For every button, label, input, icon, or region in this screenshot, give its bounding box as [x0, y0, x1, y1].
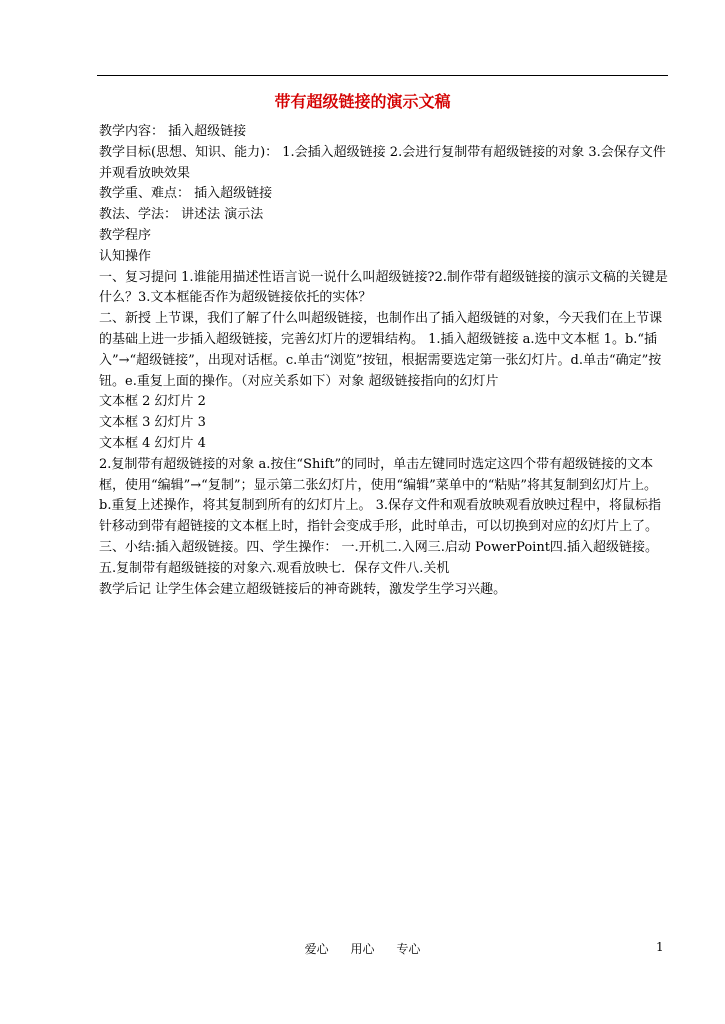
paragraph-cognitive-heading: 认知操作 — [99, 248, 152, 264]
paragraph-teaching-content: 教学内容： 插入超级链接 — [99, 124, 247, 139]
paragraph-reflection: 教学后记 让学生体会建立超级链接后的神奇跳转，激发学生学习兴趣。 — [99, 581, 507, 597]
paragraph-methods: 教法、学法： 讲述法 演示法 — [99, 207, 264, 223]
paragraph-review: 一、复习提问 1.谁能用描述性语言说一说什么叫超级链接?2.制作带有超级链接的演示文稿的关键是什么？3.文本框能否作为超级链接依托的实体？ — [99, 269, 668, 306]
footer-slogan-item: 专心 — [396, 942, 421, 956]
paragraph-new-lesson: 二、新授 上节课，我们了解了什么叫超级链接，也制作出了插入超级链的对象，今天我们在上节课的基础上进一步插入超级链接，完善幻灯片的逻辑结构。 1.插入超级链接 a.选中文本框 1。b.“插入”→“超级链接”，出现对话框。c.单击“浏览”按钮，根据需要选定第一张幻灯片。d.单击“确定”按钮。e.重复上面的操作。（对应关系如下）对象 超级链接指向的幻灯片 — [99, 311, 663, 389]
footer-slogan-item: 爱心 — [304, 942, 329, 956]
paragraph-procedure-heading: 教学程序 — [99, 227, 152, 243]
paragraph-key-points: 教学重、难点： 插入超级链接 — [99, 186, 273, 202]
document-body — [99, 122, 669, 600]
header-rule — [97, 75, 668, 76]
page-number: 1 — [656, 940, 664, 954]
paragraph-teaching-goals: 教学目标(思想、知识、能力)： 1.会插入超级链接 2.会进行复制带有超级链接的对象 3.会保存文件并观看放映效果 — [99, 144, 666, 181]
mapping-row-4: 文本框 4 幻灯片 4 — [99, 435, 206, 451]
footer-slogan-item: 用心 — [350, 942, 375, 956]
mapping-row-3: 文本框 3 幻灯片 3 — [99, 415, 206, 431]
paragraph-copy-objects: 2.复制带有超级链接的对象 a.按住“Shift”的同时，单击左键同时选定这四个带有超级链接的文本框，使用“编辑”→“复制”；显示第二张幻灯片，使用“编辑”菜单中的“粘贴”将其复制到幻灯片上。b.重复上述操作，将其复制到所有的幻灯片上。 3.保存文件和观看放映观看放映过程中，将鼠标指针移动到带有超链接的文本框上时，指针会变成手形，此时单击，可以切换到对应的幻灯片上了。三、小结:插入超级链接。四、学生操作： 一.开机二.入网三.启动 PowerPoint四.插入超级链接。五.复制带有超级链接的对象六.观看放映七．保存文件八.关机 — [99, 456, 661, 576]
mapping-row-2: 文本框 2 幻灯片 2 — [99, 394, 206, 410]
footer-slogan — [0, 940, 725, 958]
document-title: 带有超级链接的演示文稿 — [274, 92, 451, 111]
